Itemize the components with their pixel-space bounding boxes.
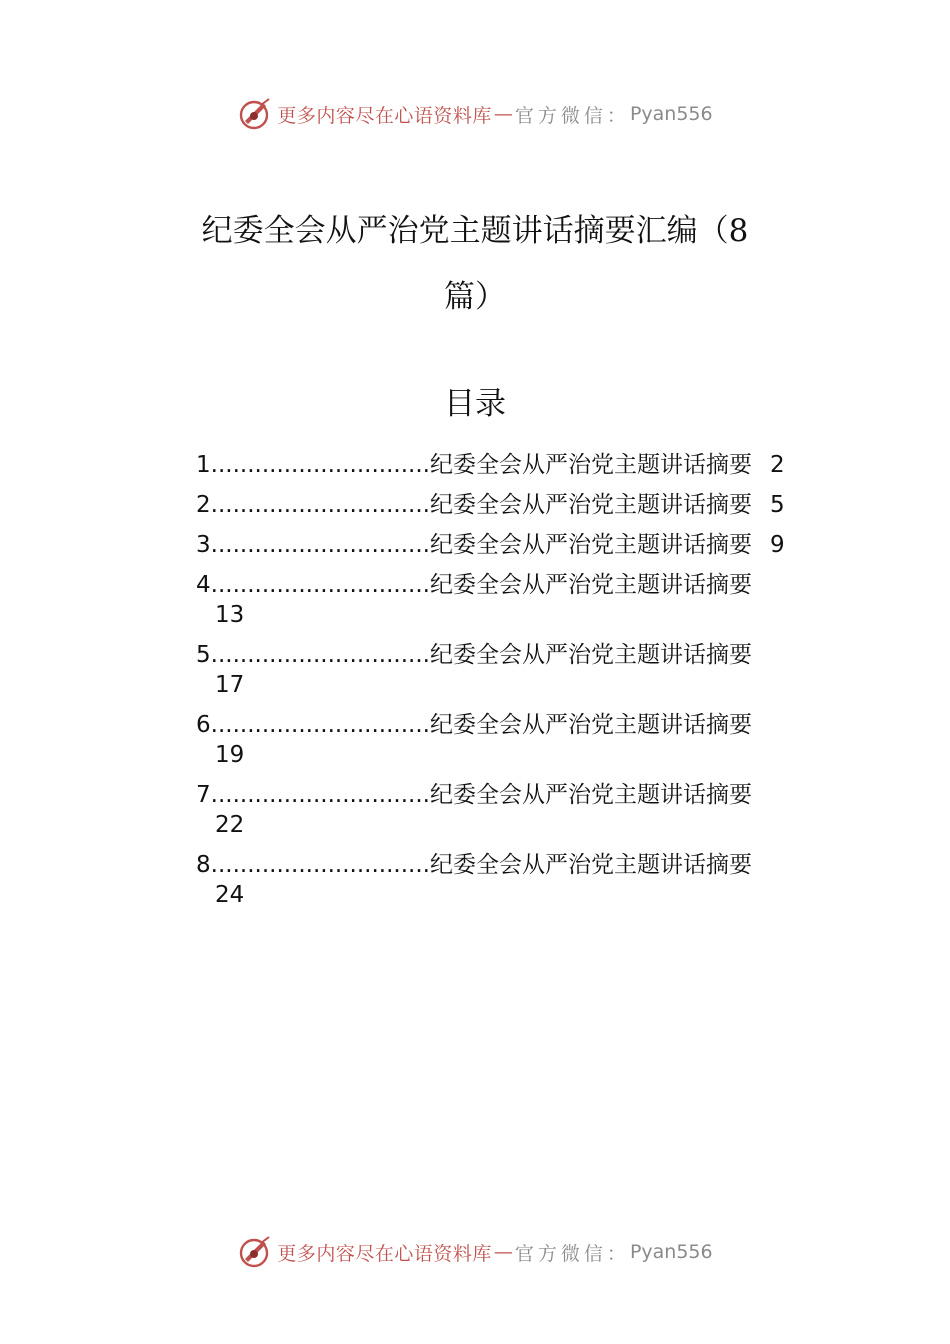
toc-entry[interactable] bbox=[196, 710, 856, 780]
toc-entry[interactable] bbox=[196, 780, 856, 850]
toc-leader-dots: .............................. bbox=[210, 642, 430, 668]
toc-leader-dots: .............................. bbox=[210, 532, 430, 558]
banner-separator: — bbox=[493, 1241, 513, 1263]
toc-entry[interactable] bbox=[196, 850, 856, 920]
footer-banner bbox=[0, 1232, 950, 1272]
toc-entry-number: 8 bbox=[196, 852, 211, 878]
toc-entry-page: 2 bbox=[769, 452, 785, 478]
toc-entry-page: 17 bbox=[215, 672, 245, 698]
header-banner bbox=[0, 94, 950, 134]
toc-entry[interactable] bbox=[196, 530, 856, 570]
toc-entry-number: 5 bbox=[196, 642, 211, 668]
toc-leader-dots: .............................. bbox=[210, 492, 430, 518]
toc-entry-page: 5 bbox=[769, 492, 785, 518]
quill-pen-icon bbox=[237, 1235, 271, 1269]
toc-entry-title: 纪委全会从严治党主题讲话摘要 bbox=[429, 712, 752, 738]
banner-wechat-label: 官方微信： bbox=[514, 104, 630, 127]
banner-wechat-label: 官方微信： bbox=[514, 1242, 630, 1265]
toc-entry[interactable] bbox=[196, 640, 856, 710]
table-of-contents bbox=[196, 450, 856, 920]
document-title-line1: 纪委全会从严治党主题讲话摘要汇编（8 bbox=[201, 213, 749, 249]
toc-entry[interactable] bbox=[196, 450, 856, 490]
toc-entry-page: 24 bbox=[215, 882, 245, 908]
banner-slogan: 更多内容尽在心语资料库 bbox=[277, 104, 492, 127]
toc-entry-number: 7 bbox=[196, 782, 211, 808]
toc-entry-title: 纪委全会从严治党主题讲话摘要 bbox=[429, 642, 752, 668]
toc-entry-page: 19 bbox=[215, 742, 245, 768]
toc-entry[interactable] bbox=[196, 570, 856, 640]
quill-pen-icon bbox=[237, 97, 271, 131]
toc-entry-page: 13 bbox=[215, 602, 245, 628]
toc-entry-page: 9 bbox=[769, 532, 785, 558]
toc-entry-number: 2 bbox=[196, 492, 211, 518]
toc-entry-number: 6 bbox=[196, 712, 211, 738]
toc-entry[interactable] bbox=[196, 490, 856, 530]
banner-slogan: 更多内容尽在心语资料库 bbox=[277, 1242, 492, 1265]
toc-entry-title: 纪委全会从严治党主题讲话摘要 bbox=[429, 492, 752, 518]
toc-entry-title: 纪委全会从严治党主题讲话摘要 bbox=[429, 782, 752, 808]
toc-entry-title: 纪委全会从严治党主题讲话摘要 bbox=[429, 852, 752, 878]
toc-entry-number: 3 bbox=[196, 532, 211, 558]
document-title bbox=[160, 198, 790, 330]
toc-entry-page: 22 bbox=[215, 812, 245, 838]
toc-entry-title: 纪委全会从严治党主题讲话摘要 bbox=[429, 532, 752, 558]
banner-wechat-id: Pyan556 bbox=[629, 1241, 713, 1263]
toc-leader-dots: .............................. bbox=[210, 572, 430, 598]
toc-entry-title: 纪委全会从严治党主题讲话摘要 bbox=[429, 572, 752, 598]
toc-entry-number: 4 bbox=[196, 572, 211, 598]
document-title-line2: 篇） bbox=[444, 279, 506, 315]
toc-leader-dots: .............................. bbox=[210, 852, 430, 878]
banner-wechat-id: Pyan556 bbox=[629, 103, 713, 125]
toc-heading: 目录 bbox=[444, 386, 506, 422]
toc-entry-title: 纪委全会从严治党主题讲话摘要 bbox=[429, 452, 752, 478]
toc-entry-number: 1 bbox=[196, 452, 211, 478]
toc-leader-dots: .............................. bbox=[210, 452, 430, 478]
toc-leader-dots: .............................. bbox=[210, 782, 430, 808]
toc-leader-dots: .............................. bbox=[210, 712, 430, 738]
banner-separator: — bbox=[493, 103, 513, 125]
